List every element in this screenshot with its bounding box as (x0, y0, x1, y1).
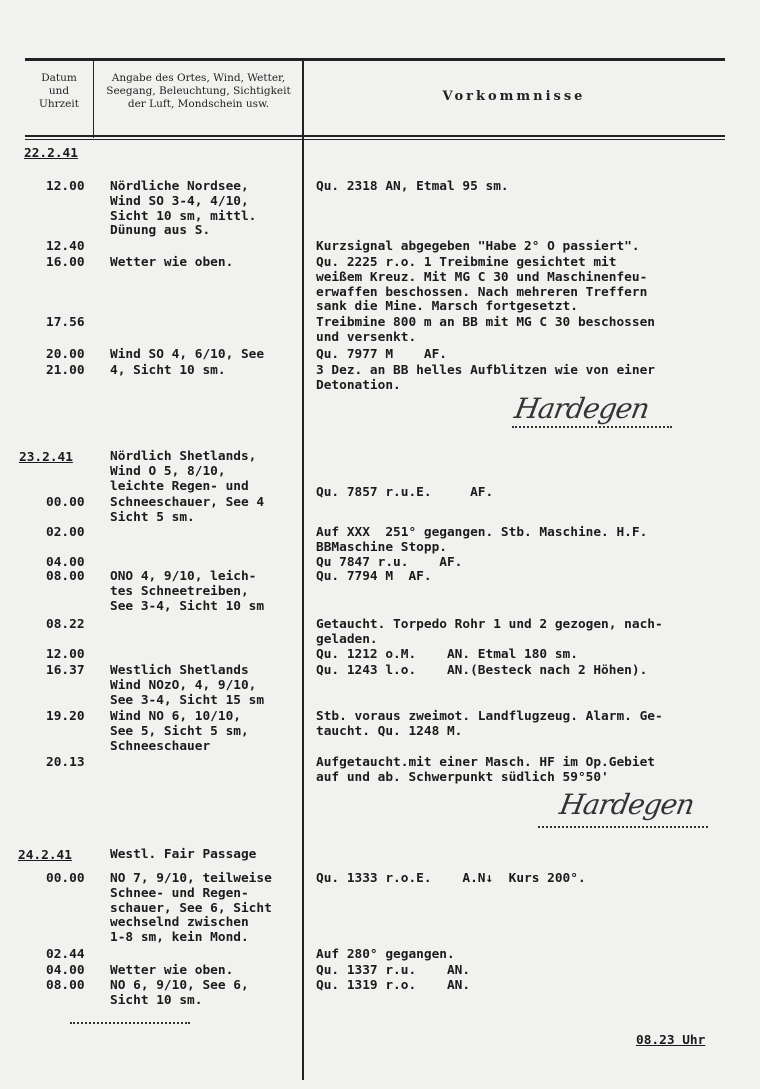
row-event: Qu. 1212 o.M. AN. Etmal 180 sm. (316, 647, 578, 662)
row-time: 04.00 (46, 555, 85, 570)
row-time: 16.37 (46, 663, 85, 678)
row-weather: Wetter wie oben. (110, 963, 234, 978)
header-bottom-rule-2 (25, 139, 725, 140)
top-rule (25, 58, 725, 61)
row-event: 3 Dez. an BB helles Aufblitzen wie von einer Detonation. (316, 363, 655, 393)
row-event: Qu. 7977 M AF. (316, 347, 447, 362)
header-date-line2: und (48, 85, 70, 97)
column-divider-1 (93, 60, 94, 138)
row-event: Qu. 7857 r.u.E. AF. (316, 485, 494, 500)
header-weather-line3: der Luft, Mondschein usw. (127, 98, 270, 110)
row-time: 20.13 (46, 755, 85, 770)
day-date-1: 22.2.41 (24, 146, 78, 161)
row-time: 12.40 (46, 239, 85, 254)
row-event: Treibmine 800 m an BB mit MG C 30 beschossen und versenkt. (316, 315, 655, 345)
header-date-line1: Datum (41, 72, 77, 84)
header-weather-line2: Seegang, Beleuchtung, Sichtigkeit (106, 85, 291, 97)
column-divider-2 (302, 60, 304, 1080)
row-weather: Schneeschauer, See 4 Sicht 5 sm. (110, 495, 265, 525)
row-weather: Westl. Fair Passage (110, 847, 257, 862)
row-event: Stb. voraus zweimot. Landflugzeug. Alarm. Ge- taucht. Qu. 1248 M. (316, 709, 663, 739)
row-time: 04.00 (46, 963, 85, 978)
row-weather: Westlich Shetlands Wind NOzO, 4, 9/10, See 3-4, Sicht 15 sm (110, 663, 265, 708)
row-event: Qu 7847 r.u. AF. (316, 555, 463, 570)
row-time: 12.00 (46, 647, 85, 662)
row-weather: NO 6, 9/10, See 6, Sicht 10 sm. (110, 978, 249, 1008)
row-weather: Nördlich Shetlands, Wind O 5, 8/10, leichte Regen- und (110, 449, 257, 494)
header-events-column: Vorkommnisse (442, 89, 586, 104)
row-event: Qu. 1333 r.o.E. A.N↓ Kurs 200°. (316, 871, 586, 886)
row-weather: Wind SO 4, 6/10, See (110, 347, 265, 362)
header-weather-line1: Angabe des Ortes, Wind, Wetter, (111, 72, 286, 84)
row-event: Qu. 7794 M AF. (316, 569, 432, 584)
row-event: Kurzsignal abgegeben "Habe 2° O passiert". (316, 239, 640, 254)
signature-line-1 (512, 426, 672, 428)
row-time: 08.22 (46, 617, 85, 632)
row-time: 08.00 (46, 978, 85, 993)
row-weather: Wind NO 6, 10/10, See 5, Sicht 5 sm, Schneeschauer (110, 709, 249, 754)
header-bottom-rule (25, 135, 725, 137)
row-event: Auf 280° gegangen. (316, 947, 455, 962)
header-date-column (25, 72, 93, 111)
row-event: Qu. 2318 AN, Etmal 95 sm. (316, 179, 509, 194)
row-weather: Nördliche Nordsee, Wind SO 3-4, 4/10, Sicht 10 sm, mittl. Dünung aus S. (110, 179, 257, 239)
row-time: 02.44 (46, 947, 85, 962)
signature-2: Hardegen (557, 788, 697, 821)
row-event: Qu. 1319 r.o. AN. (316, 978, 471, 993)
row-time: 20.00 (46, 347, 85, 362)
row-event: Getaucht. Torpedo Rohr 1 und 2 gezogen, nach- geladen. (316, 617, 663, 647)
row-time: 00.00 (46, 495, 85, 510)
header-weather-column (95, 72, 302, 111)
row-event: Qu. 2225 r.o. 1 Treibmine gesichtet mit weißem Kreuz. Mit MG C 30 und Maschinenfeu- erwaffen beschossen. Nach mehreren Treffern sank die Mine. Marsch fortgesetzt. (316, 255, 648, 315)
row-time: 08.00 (46, 569, 85, 584)
signature-1: Hardegen (512, 392, 652, 425)
row-event: Aufgetaucht.mit einer Masch. HF im Op.Gebiet auf und ab. Schwerpunkt südlich 59°50' (316, 755, 655, 785)
row-weather: NO 7, 9/10, teilweise Schnee- und Regen- schauer, See 6, Sicht wechselnd zwischen 1-8 sm, kein Mond. (110, 871, 272, 946)
row-time: 02.00 (46, 525, 85, 540)
footer-time: 08.23 Uhr (636, 1033, 706, 1048)
header-date-line3: Uhrzeit (39, 98, 79, 110)
row-time: 00.00 (46, 871, 85, 886)
bottom-dotted-line (70, 1022, 190, 1024)
row-time: 19.20 (46, 709, 85, 724)
row-weather: 4, Sicht 10 sm. (110, 363, 226, 378)
row-time: 17.56 (46, 315, 85, 330)
row-weather: ONO 4, 9/10, leich- tes Schneetreiben, See 3-4, Sicht 10 sm (110, 569, 265, 614)
day-date-2: 23.2.41 (19, 450, 73, 465)
row-time: 21.00 (46, 363, 85, 378)
row-event: Qu. 1337 r.u. AN. (316, 963, 471, 978)
row-time: 12.00 (46, 179, 85, 194)
signature-line-2 (538, 826, 708, 828)
day-date-3: 24.2.41 (18, 848, 72, 863)
row-event: Qu. 1243 l.o. AN.(Besteck nach 2 Höhen). (316, 663, 648, 678)
row-weather: Wetter wie oben. (110, 255, 234, 270)
row-time: 16.00 (46, 255, 85, 270)
row-event: Auf XXX 251° gegangen. Stb. Maschine. H.F. BBMaschine Stopp. (316, 525, 648, 555)
